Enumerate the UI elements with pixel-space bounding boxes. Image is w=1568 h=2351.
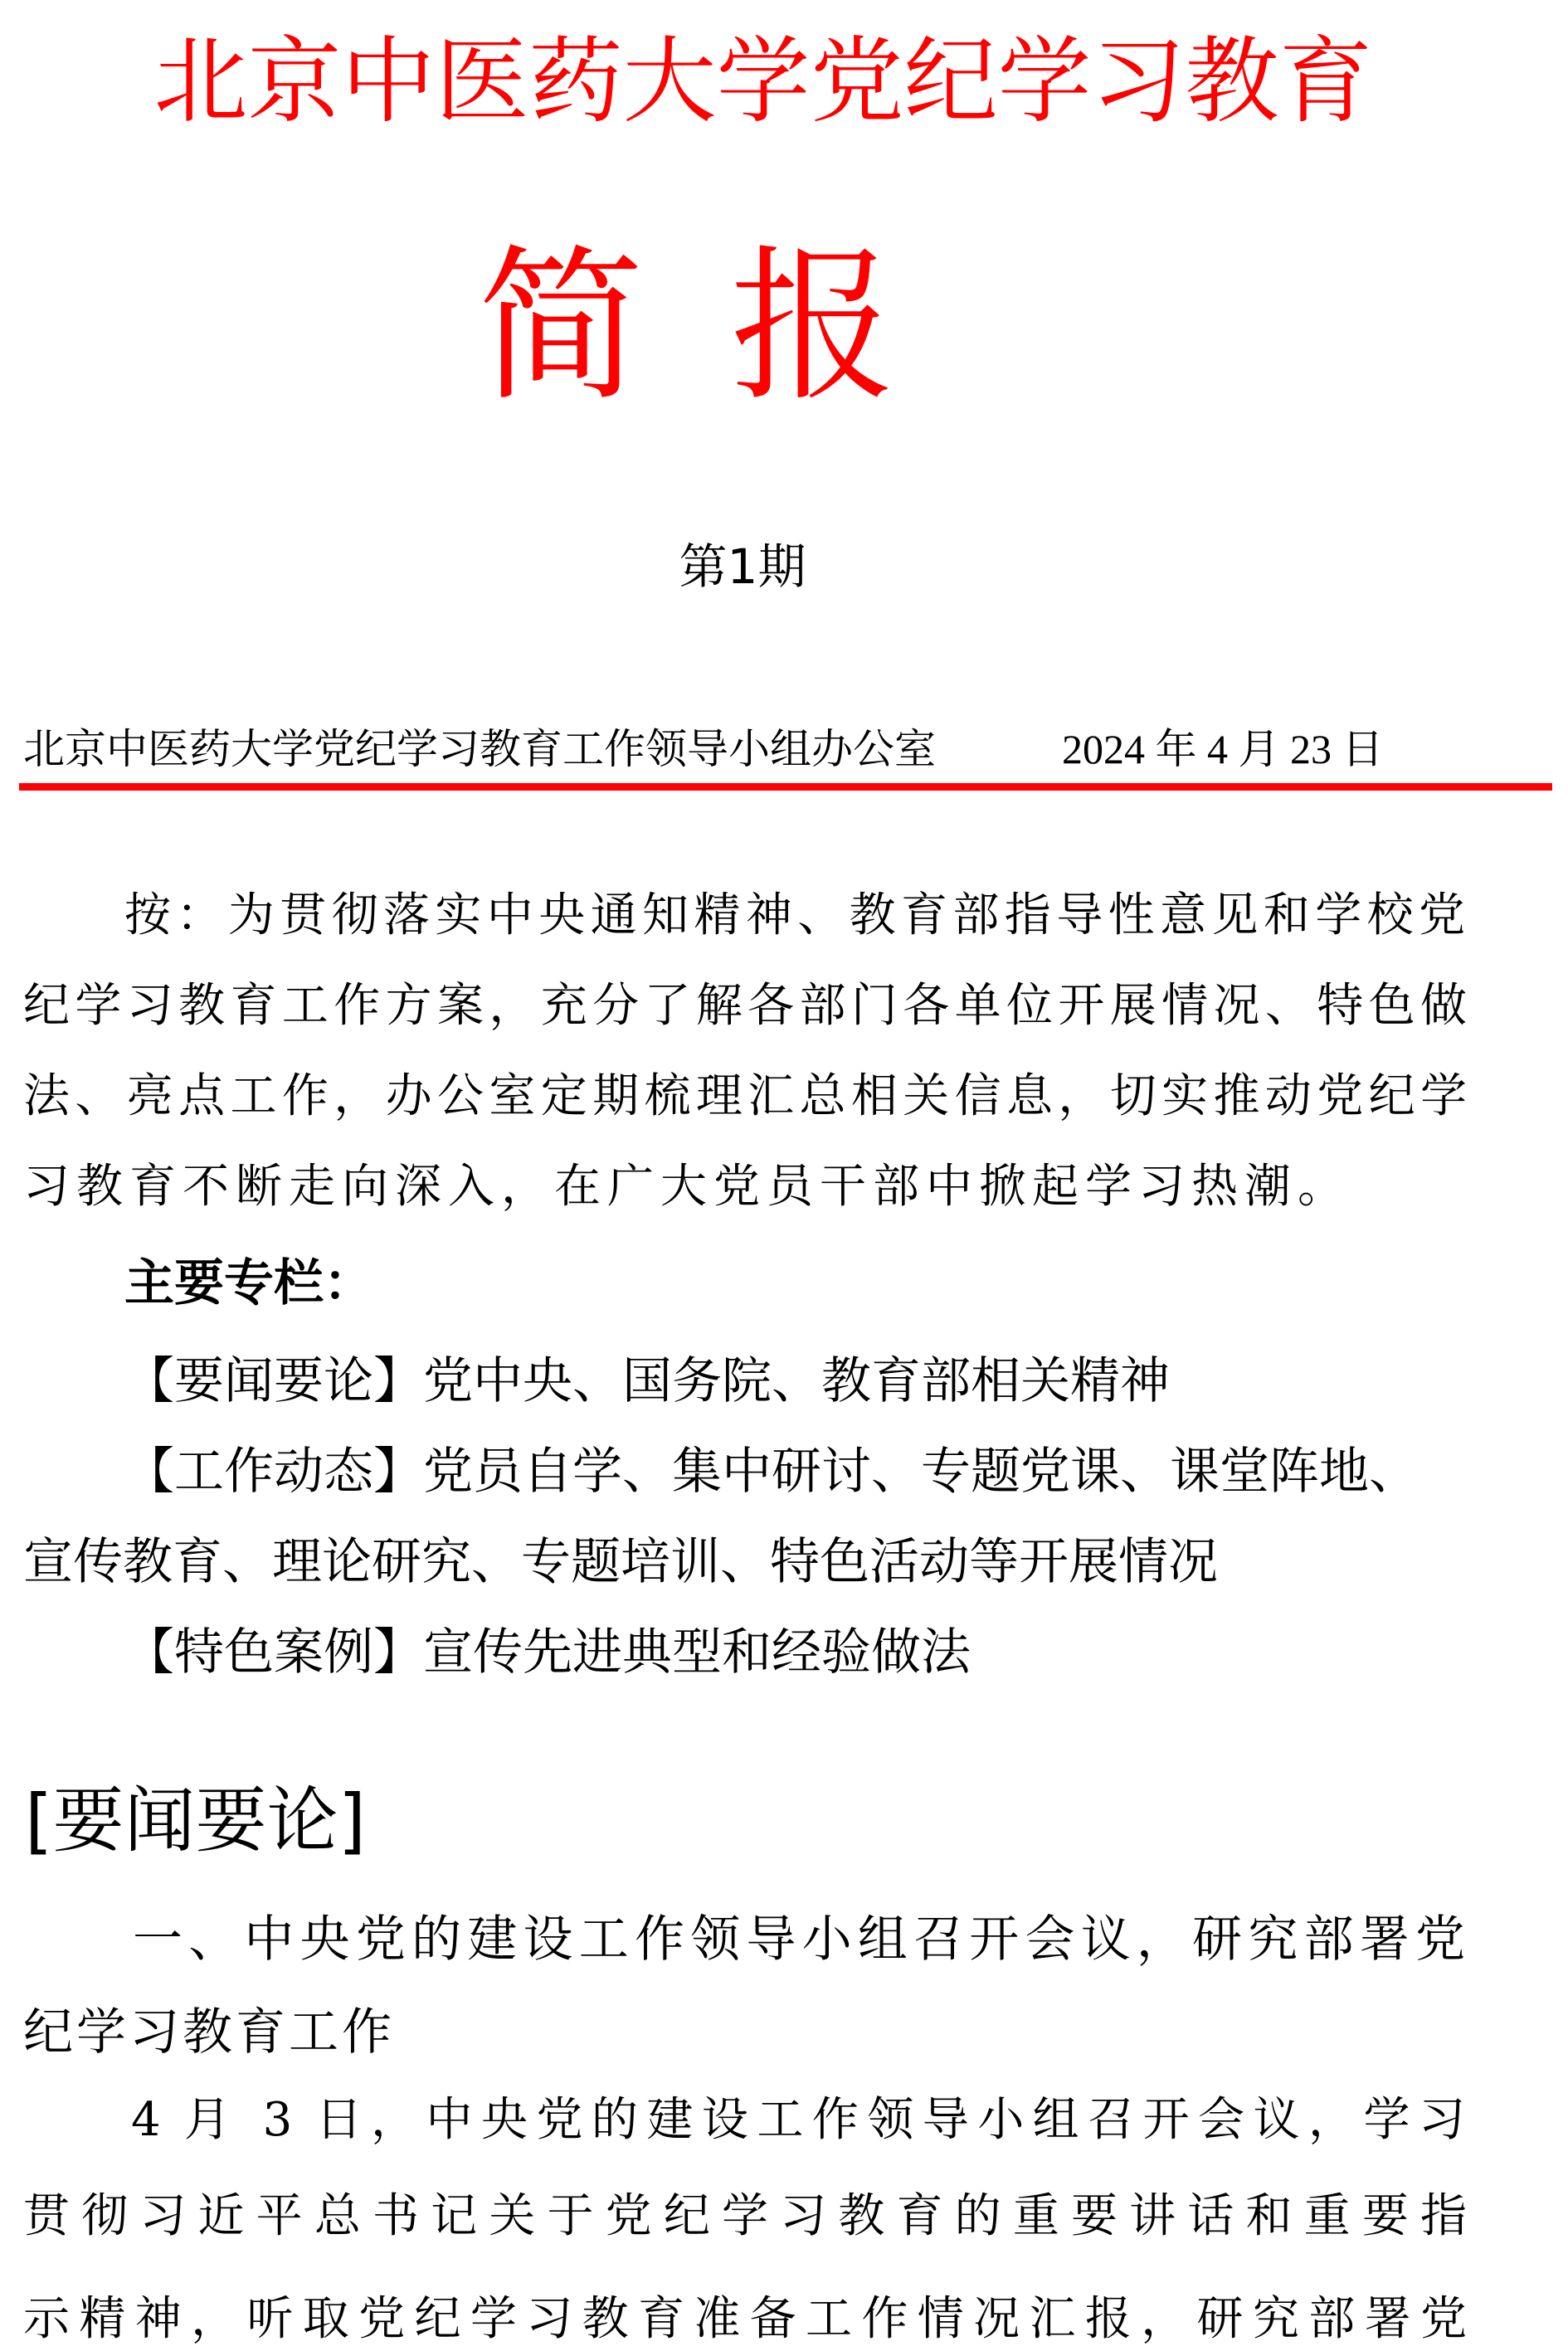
preface-line-3	[23, 1065, 1467, 1128]
article-body-line-1	[131, 2089, 1465, 2152]
red-divider	[19, 783, 1552, 791]
publish-date: 2024 年 4 月 23 日	[1062, 726, 1384, 772]
column-item-work-dynamics-cont: 宣传教育、理论研究、专题培训、特色活动等开展情况	[23, 1533, 1218, 1591]
article-title-text: 一、中央党的建设工作领导小组召开会议，研究部署党	[133, 1910, 1465, 1969]
article-title-line-2: 纪学习教育工作	[23, 2003, 395, 2061]
masthead-subtitle-char-2: 报	[730, 231, 897, 424]
masthead-title: 北京中医药大学党纪学习教育	[153, 27, 1373, 136]
preface-line-1	[124, 884, 1465, 947]
preface-line-text: 纪学习教育工作方案，充分了解各部门各单位开展情况、特色做	[23, 979, 1467, 1033]
column-item-news: 【要闻要论】党中央、国务院、教育部相关精神	[124, 1352, 1170, 1410]
article-body-text: 4 月 3 日，中央党的建设工作领导小组召开会议，学习	[131, 2093, 1465, 2147]
preface-line-text: 法、亮点工作，办公室定期梳理汇总相关信息，切实推动党纪学	[23, 1069, 1467, 1123]
preface-line-text: 按：为贯彻落实中央通知精神、教育部指导性意见和学校党	[124, 888, 1465, 942]
preface-line-2	[23, 975, 1467, 1038]
columns-heading: 主要专栏：	[124, 1254, 373, 1312]
section-title: [要闻要论]	[25, 1779, 367, 1862]
article-title-line-1	[133, 1906, 1465, 1973]
masthead-subtitle-char-1: 简	[478, 231, 645, 424]
preface-line-4: 习教育不断走向深入，在广大党员干部中掀起学习热潮。	[23, 1160, 1351, 1214]
column-item-cases: 【特色案例】宣传先进典型和经验做法	[124, 1623, 971, 1682]
article-body-text: 贯彻习近平总书记关于党纪学习教育的重要讲话和重要指	[23, 2189, 1467, 2243]
article-body-line-2	[23, 2185, 1467, 2248]
article-body-text: 示精神，听取党纪学习教育准备工作情况汇报，研究部署党	[23, 2292, 1467, 2346]
column-item-work-dynamics: 【工作动态】党员自学、集中研讨、专题党课、课堂阵地、	[124, 1443, 1419, 1501]
issuer-name: 北京中医药大学党纪学习教育工作领导小组办公室	[23, 725, 936, 773]
issue-number: 第1期	[679, 538, 806, 595]
